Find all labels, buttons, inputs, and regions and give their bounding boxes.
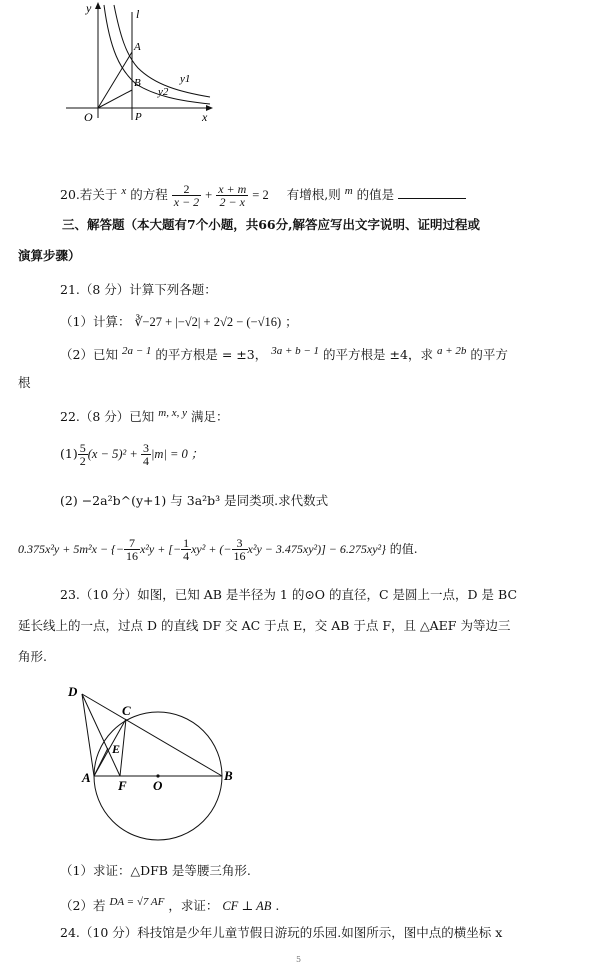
- q23-part-2: [60, 893, 279, 915]
- q20-answer-blank[interactable]: [398, 186, 466, 199]
- q22-head: [60, 404, 229, 426]
- q22-expr-fraction-2: $\frac{1}{4}$: [183, 536, 190, 563]
- segment-bd: [82, 694, 222, 776]
- q22-c1-fraction-1: $\frac{5}{2}$: [79, 441, 86, 468]
- q22-head-end: 满足：: [191, 409, 229, 425]
- question-20: [60, 178, 466, 208]
- circle-geometry-figure: [60, 682, 250, 852]
- q20-prefix: 20.若关于: [60, 187, 118, 203]
- label-b: B: [134, 77, 141, 89]
- segment-ae: [94, 748, 108, 776]
- q22-expr-part-c: xy² + (−: [191, 542, 232, 556]
- q22-head-text: 22.（8 分）已知: [60, 409, 155, 425]
- q22-algebraic-expression: [18, 535, 418, 563]
- q21-part-1: [60, 313, 298, 331]
- q22-condition-2: [60, 492, 328, 510]
- section-3-heading: 三、解答题（本大题有7个小题，共66分,解答应写出文字说明、证明过程或: [62, 217, 480, 232]
- function-graph-figure: [60, 0, 220, 125]
- segment-oa: [98, 52, 132, 108]
- q21-p1-label: （1）计算：: [60, 314, 131, 329]
- q20-mid: 的方程: [130, 187, 168, 203]
- q22-expr-end: 的值.: [389, 542, 418, 556]
- q20-suffix: 有增根,则: [286, 187, 341, 203]
- q23-line-3: 角形.: [18, 649, 47, 664]
- label-a: A: [82, 770, 91, 785]
- q21-p2-expr-2: 3a + b − 1: [271, 345, 320, 357]
- label-y: y: [86, 1, 92, 15]
- label-a: A: [134, 41, 141, 53]
- q23-p2-expression-2: CF ⊥ AB: [222, 899, 272, 914]
- label-e: E: [112, 742, 121, 756]
- q21-p2-text-2: 的平方根是 ±4，求: [323, 347, 433, 363]
- label-x: x: [202, 110, 208, 124]
- q23-line-2: 延长线上的一点，过点 D 的直线 DF 交 AC 于点 E，交 AB 于点 F，且 △AEF 为等边三: [18, 618, 511, 633]
- label-o: O: [153, 778, 163, 793]
- q20-tail: 的值是: [356, 187, 395, 203]
- q21-p1-expression: ∛−27 + |−√2| + 2√2 − (−√16): [134, 315, 282, 329]
- q21-p2-text-3: 的平方: [470, 347, 508, 363]
- q21-p2-text-1: 的平方根是 = ±3，: [155, 347, 268, 363]
- label-c: C: [122, 703, 131, 718]
- y-axis-arrow: [95, 2, 101, 9]
- q23-p2-expression: DA = √7 AF: [109, 896, 165, 908]
- q22-condition-1: [60, 440, 203, 468]
- q22-expr-fraction-1: $\frac{7}{16}$: [125, 536, 138, 563]
- label-o: O: [84, 110, 93, 124]
- q21-head: 21.（8 分）计算下列各题：: [60, 282, 217, 297]
- q23-part-1: （1）求证：△DFB 是等腰三角形.: [60, 863, 251, 878]
- q21-part-2: [60, 342, 508, 364]
- q20-plus: +: [205, 188, 213, 203]
- label-y1: y1: [180, 73, 191, 85]
- label-p: P: [135, 111, 142, 123]
- q21-part-2-cont: 根: [18, 375, 31, 390]
- q22-c1-label: (1): [60, 446, 78, 461]
- curve-y1: [114, 5, 210, 97]
- q22-expr-part-d: x²y − 3.475xy²)] − 6.275xy²}: [247, 542, 386, 556]
- q20-fraction-1: $\frac{2}{x - 2}$: [173, 182, 200, 210]
- q24-line-1: 24.（10 分）科技馆是少年儿童节假日游玩的乐园.如图所示，图中点的横坐标 x: [60, 925, 503, 940]
- section-3-heading-cont: 演算步骤）: [18, 248, 81, 263]
- page-number: 5: [296, 955, 302, 964]
- q23-p2-end: .: [275, 898, 280, 914]
- label-f: F: [118, 778, 127, 793]
- q22-expr-part-b: x²y + [−: [139, 542, 182, 556]
- q23-p2-text: ，求证：: [168, 898, 219, 914]
- q22-vars: m, x, y: [158, 407, 188, 419]
- label-l: l: [136, 7, 140, 21]
- label-y2: y2: [158, 86, 169, 98]
- q21-p1-end: ；: [285, 314, 298, 329]
- q22-c1-fraction-2: $\frac{3}{4}$: [142, 441, 149, 468]
- q22-expr-fraction-3: $\frac{3}{16}$: [233, 536, 246, 563]
- q22-c1-expression: (x − 5)² +: [87, 447, 141, 461]
- q20-equals: = 2: [252, 188, 269, 203]
- q23-p2-label: （2）若: [60, 898, 106, 914]
- q20-var-m: m: [344, 185, 353, 197]
- q22-expr-part-a: 0.375x²y + 5m²x − {−: [18, 542, 124, 556]
- q21-p2-expr-3: a + 2b: [436, 345, 467, 357]
- q20-var-x: x: [121, 185, 127, 197]
- q21-p2-label: （2）已知: [60, 347, 118, 363]
- q23-line-1: 23.（10 分）如图，已知 AB 是半径为 1 的⊙O 的直径，C 是圆上一点，D 是 BC: [60, 587, 518, 602]
- curve-y2: [104, 5, 210, 104]
- q21-p2-expr-1: 2a − 1: [121, 345, 152, 357]
- label-b: B: [224, 768, 233, 783]
- q22-c2-expression: −2a²b^(y+1) 与 3a²b³ 是同类项.求代数式: [81, 493, 329, 508]
- label-d: D: [68, 684, 78, 699]
- q20-fraction-2: $\frac{x + m}{2 - x}$: [218, 182, 247, 210]
- q22-c1-tail: |m| = 0 ；: [150, 447, 204, 461]
- q22-c2-label: (2): [60, 493, 78, 508]
